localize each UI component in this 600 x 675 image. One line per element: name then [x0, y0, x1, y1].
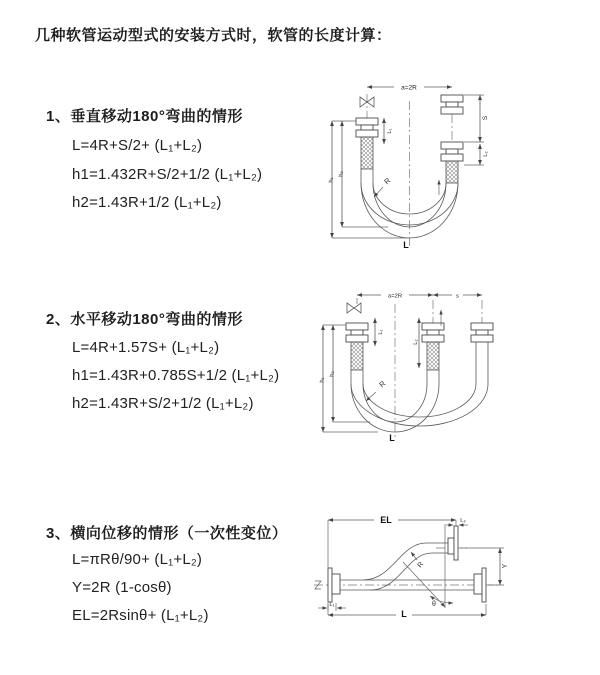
section3-formula-y: Y=2R (1-cosθ) — [72, 579, 172, 596]
svg-text:EL: EL — [380, 515, 392, 525]
svg-text:R: R — [377, 378, 388, 390]
dimension-a2r — [367, 83, 452, 92]
svg-text:h₁: h₁ — [319, 377, 326, 383]
section1-formula-h2: h2=1.43R+1/2 (L₁+L₂) — [72, 194, 222, 211]
braided-hose-right — [446, 161, 458, 183]
dimension-s — [433, 292, 482, 300]
dimension-s — [464, 95, 489, 142]
svg-text:h₂: h₂ — [338, 171, 345, 177]
svg-text:L₂: L₂ — [460, 518, 466, 524]
flange-fitting-left — [356, 118, 378, 137]
section2-formula-h2: h2=1.43R+S/2+1/2 (L₁+L₂) — [72, 395, 254, 412]
svg-text:L₁: L₁ — [378, 329, 384, 335]
svg-text:S: S — [482, 115, 489, 121]
dimension-l1 — [318, 602, 346, 611]
page-title: 几种软管运动型式的安装方式时，软管的长度计算： — [35, 27, 392, 44]
svg-text:L₂: L₂ — [483, 151, 489, 157]
svg-text:θ: θ — [432, 601, 436, 608]
flange-fitting-right-moved — [441, 95, 463, 114]
svg-text:R: R — [382, 175, 393, 187]
dimension-l — [328, 604, 486, 619]
svg-text:L: L — [401, 609, 407, 619]
flange-upper — [448, 526, 458, 560]
dimension-a2r — [357, 292, 433, 304]
section3-formula-el: EL=2Rsinθ+ (L₁+L₂) — [72, 607, 209, 624]
flange-fitting-left — [346, 323, 368, 342]
length-label: L — [389, 433, 395, 443]
dimension-l1 — [375, 318, 384, 346]
valve-icon — [347, 303, 361, 313]
radius-label — [366, 379, 388, 401]
svg-text:a=2R: a=2R — [387, 293, 403, 300]
svg-text:a=2R: a=2R — [401, 84, 417, 92]
angle-theta — [403, 526, 453, 608]
diagram-horizontal-180-bend — [318, 292, 498, 444]
svg-text:R: R — [416, 560, 426, 570]
svg-text:Y: Y — [502, 563, 509, 569]
flange-right — [474, 568, 486, 602]
section3-heading: 3、横向位移的情形（一次性变位） — [46, 525, 288, 542]
flange-fitting-right — [441, 142, 463, 161]
braided-hose-left — [361, 137, 373, 169]
braided-hose-left — [351, 342, 363, 370]
radius-label — [374, 176, 393, 197]
section3-formula-l: L=πRθ/90+ (L₁+L₂) — [72, 551, 203, 568]
svg-text:L₁: L₁ — [387, 128, 393, 134]
diagram-lateral-displacement — [308, 512, 512, 624]
flange-left — [328, 568, 340, 602]
dimension-l2 — [464, 144, 489, 165]
section2-formula-l: L=4R+1.57S+ (L₁+L₂) — [72, 339, 220, 356]
hose-u-bends — [351, 342, 488, 432]
flange-fitting-right-moved — [471, 323, 493, 342]
section1-heading: 1、垂直移动180°弯曲的情形 — [46, 108, 243, 125]
svg-text:h₁: h₁ — [328, 177, 335, 183]
diagram-vertical-180-bend — [328, 83, 488, 251]
dimension-l2 — [413, 318, 419, 368]
section1-formula-l: L=4R+S/2+ (L₁+L₂) — [72, 137, 203, 154]
svg-text:L₂: L₂ — [413, 339, 419, 345]
section2-formula-h1: h1=1.43R+0.785S+1/2 (L₁+L₂) — [72, 367, 280, 384]
braided-hose-middle — [427, 342, 439, 370]
svg-text:h₂: h₂ — [329, 371, 336, 377]
dimension-el — [328, 514, 456, 568]
dimension-l1 — [384, 118, 393, 144]
length-label: L — [403, 240, 409, 250]
svg-text:L₁: L₁ — [329, 602, 335, 608]
svg-text:s: s — [456, 293, 459, 300]
section2-heading: 2、水平移动180°弯曲的情形 — [46, 311, 243, 328]
section1-formula-h1: h1=1.432R+S/2+1/2 (L₁+L₂) — [72, 166, 263, 183]
